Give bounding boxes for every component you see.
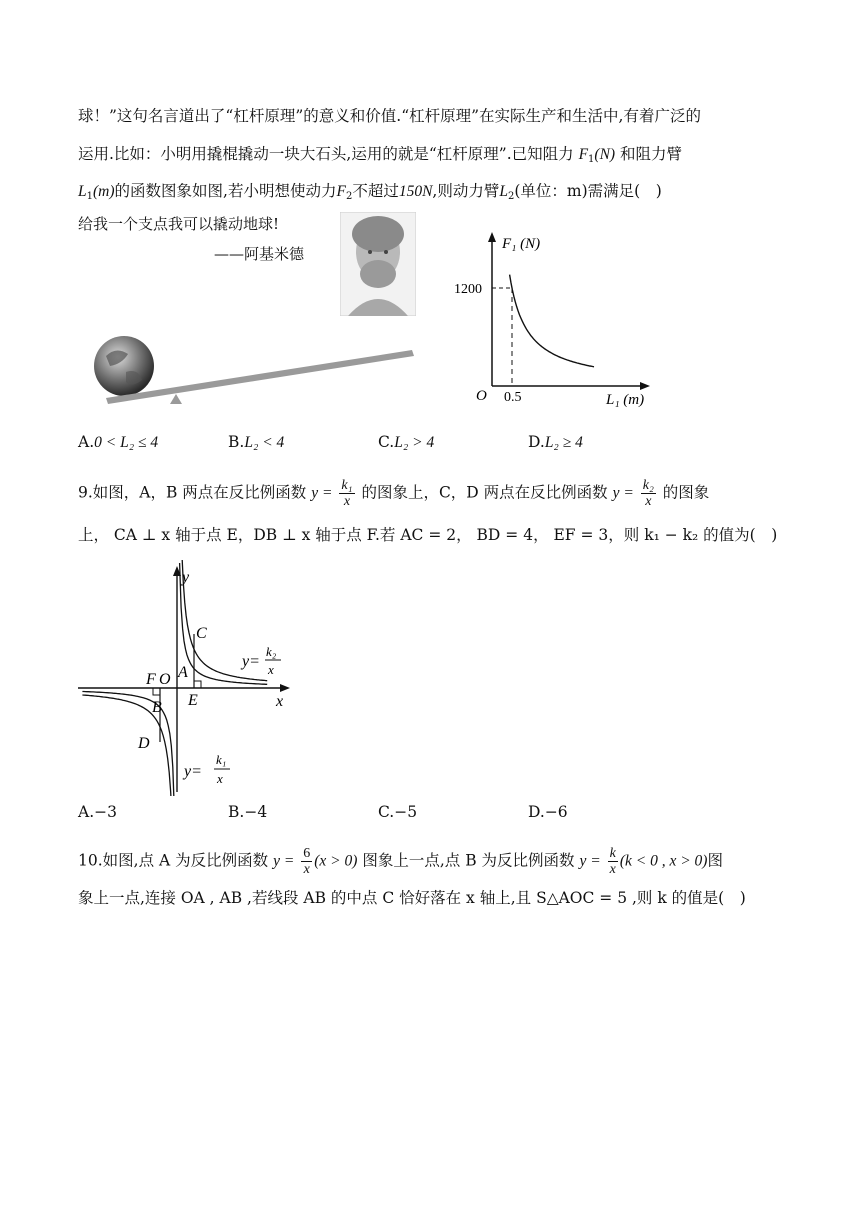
archimedes-author: ——阿基米德 xyxy=(214,245,305,263)
fig-point-c: C xyxy=(196,625,207,642)
fig-eq-k1-num: k₁ xyxy=(216,752,227,767)
q9-figure xyxy=(76,560,306,796)
frac-6-x: $\frac{6}{x}$ xyxy=(303,846,311,877)
fig-eq-k2-den: x xyxy=(268,662,274,677)
graph-y-tick: 1200 xyxy=(454,282,482,297)
fig-eq-k2-num: k₂ xyxy=(266,644,277,659)
q8-function-graph xyxy=(440,226,660,422)
fig-point-e: E xyxy=(188,692,198,709)
fig-point-o: O xyxy=(159,671,171,688)
fig-eq-k1: y= xyxy=(184,763,202,780)
fig-eq-k2: y= xyxy=(242,653,260,670)
q9-option-d[interactable]: D.−6 xyxy=(528,803,568,821)
archimedes-quote: 给我一个支点我可以撬动地球! xyxy=(78,215,280,233)
fig-point-d: D xyxy=(138,735,150,752)
earth-globe xyxy=(94,336,154,396)
q8-option-d[interactable]: D.L₂ ≥ 4 xyxy=(528,433,583,451)
q10-line-2: 象上一点,连接 OA , AB ,若线段 AB 的中点 C 恰好落在 x 轴上,且 S△AOC = 5 ,则 k 的值是( ) xyxy=(78,889,746,907)
q8-option-a[interactable]: A.0 < L₂ ≤ 4 xyxy=(78,433,159,451)
q9-option-b[interactable]: B.−4 xyxy=(228,803,268,821)
frac-k2-x: $\frac{\text{k₂}}{x}$ xyxy=(642,478,654,509)
q9-line-1: 9.如图，A，B 两点在反比例函数 y = $\frac{\text{k₁}}{x}$ 的图象上，C，D 两点在反比例函数 y = $\frac{\text{k₂}}{x}$ 的图象 xyxy=(78,478,710,509)
fig-eq-k1-den: x xyxy=(217,771,223,786)
graph-x-tick: 0.5 xyxy=(504,390,522,405)
fig-y-label: y xyxy=(182,569,190,586)
q9-option-a[interactable]: A.−3 xyxy=(78,803,117,821)
earth-lever-illustration xyxy=(86,332,416,408)
frac-k-x: $\frac{k}{x}$ xyxy=(609,846,616,877)
q9-line-2: 上， CA ⊥ x 轴于点 E，DB ⊥ x 轴于点 F.若 AC = 2， BD = 4， EF = 3，则 k₁ − k₂ 的值为( ) xyxy=(78,526,778,544)
q8-line-3: $L_1(m)$的函数图象如图,若小明想使动力$F_2$不超过150N,则动力臂$L_2$(单位：m)需满足( ) xyxy=(78,182,662,202)
q8-option-b[interactable]: B.L₂ < 4 xyxy=(228,433,285,451)
archimedes-portrait xyxy=(340,212,416,316)
q8-line-1: 球！”这句名言道出了“杠杆原理”的意义和价值.“杠杆原理”在实际生产和生活中,有着广泛的 xyxy=(78,107,701,125)
fig-x-label: x xyxy=(276,693,284,710)
q8-line-2: 运用.比如：小明用撬棍撬动一块大石头,运用的就是“杠杆原理”.已知阻力 $F_1(N)$ 和阻力臂 xyxy=(78,145,683,165)
q9-option-c[interactable]: C.−5 xyxy=(378,803,418,821)
graph-origin: O xyxy=(476,388,487,404)
frac-k1-x: $\frac{\text{k₁}}{x}$ xyxy=(341,478,353,509)
q8-option-c[interactable]: C.L₂ > 4 xyxy=(378,433,435,451)
graph-y-label: F₁ (N) xyxy=(502,236,541,252)
fig-point-b: B xyxy=(152,699,162,716)
fulcrum xyxy=(170,394,182,404)
q10-line-1: 10.如图,点 A 为反比例函数 y = $\frac{6}{x}$ (x > 0) 图象上一点,点 B 为反比例函数 y = $\frac{k}{x}$ (k < 0 , x > 0)图 xyxy=(78,846,723,877)
graph-x-label: L₁ (m) xyxy=(606,392,645,408)
fig-point-a: A xyxy=(178,664,188,681)
fig-point-f: F xyxy=(146,671,156,688)
